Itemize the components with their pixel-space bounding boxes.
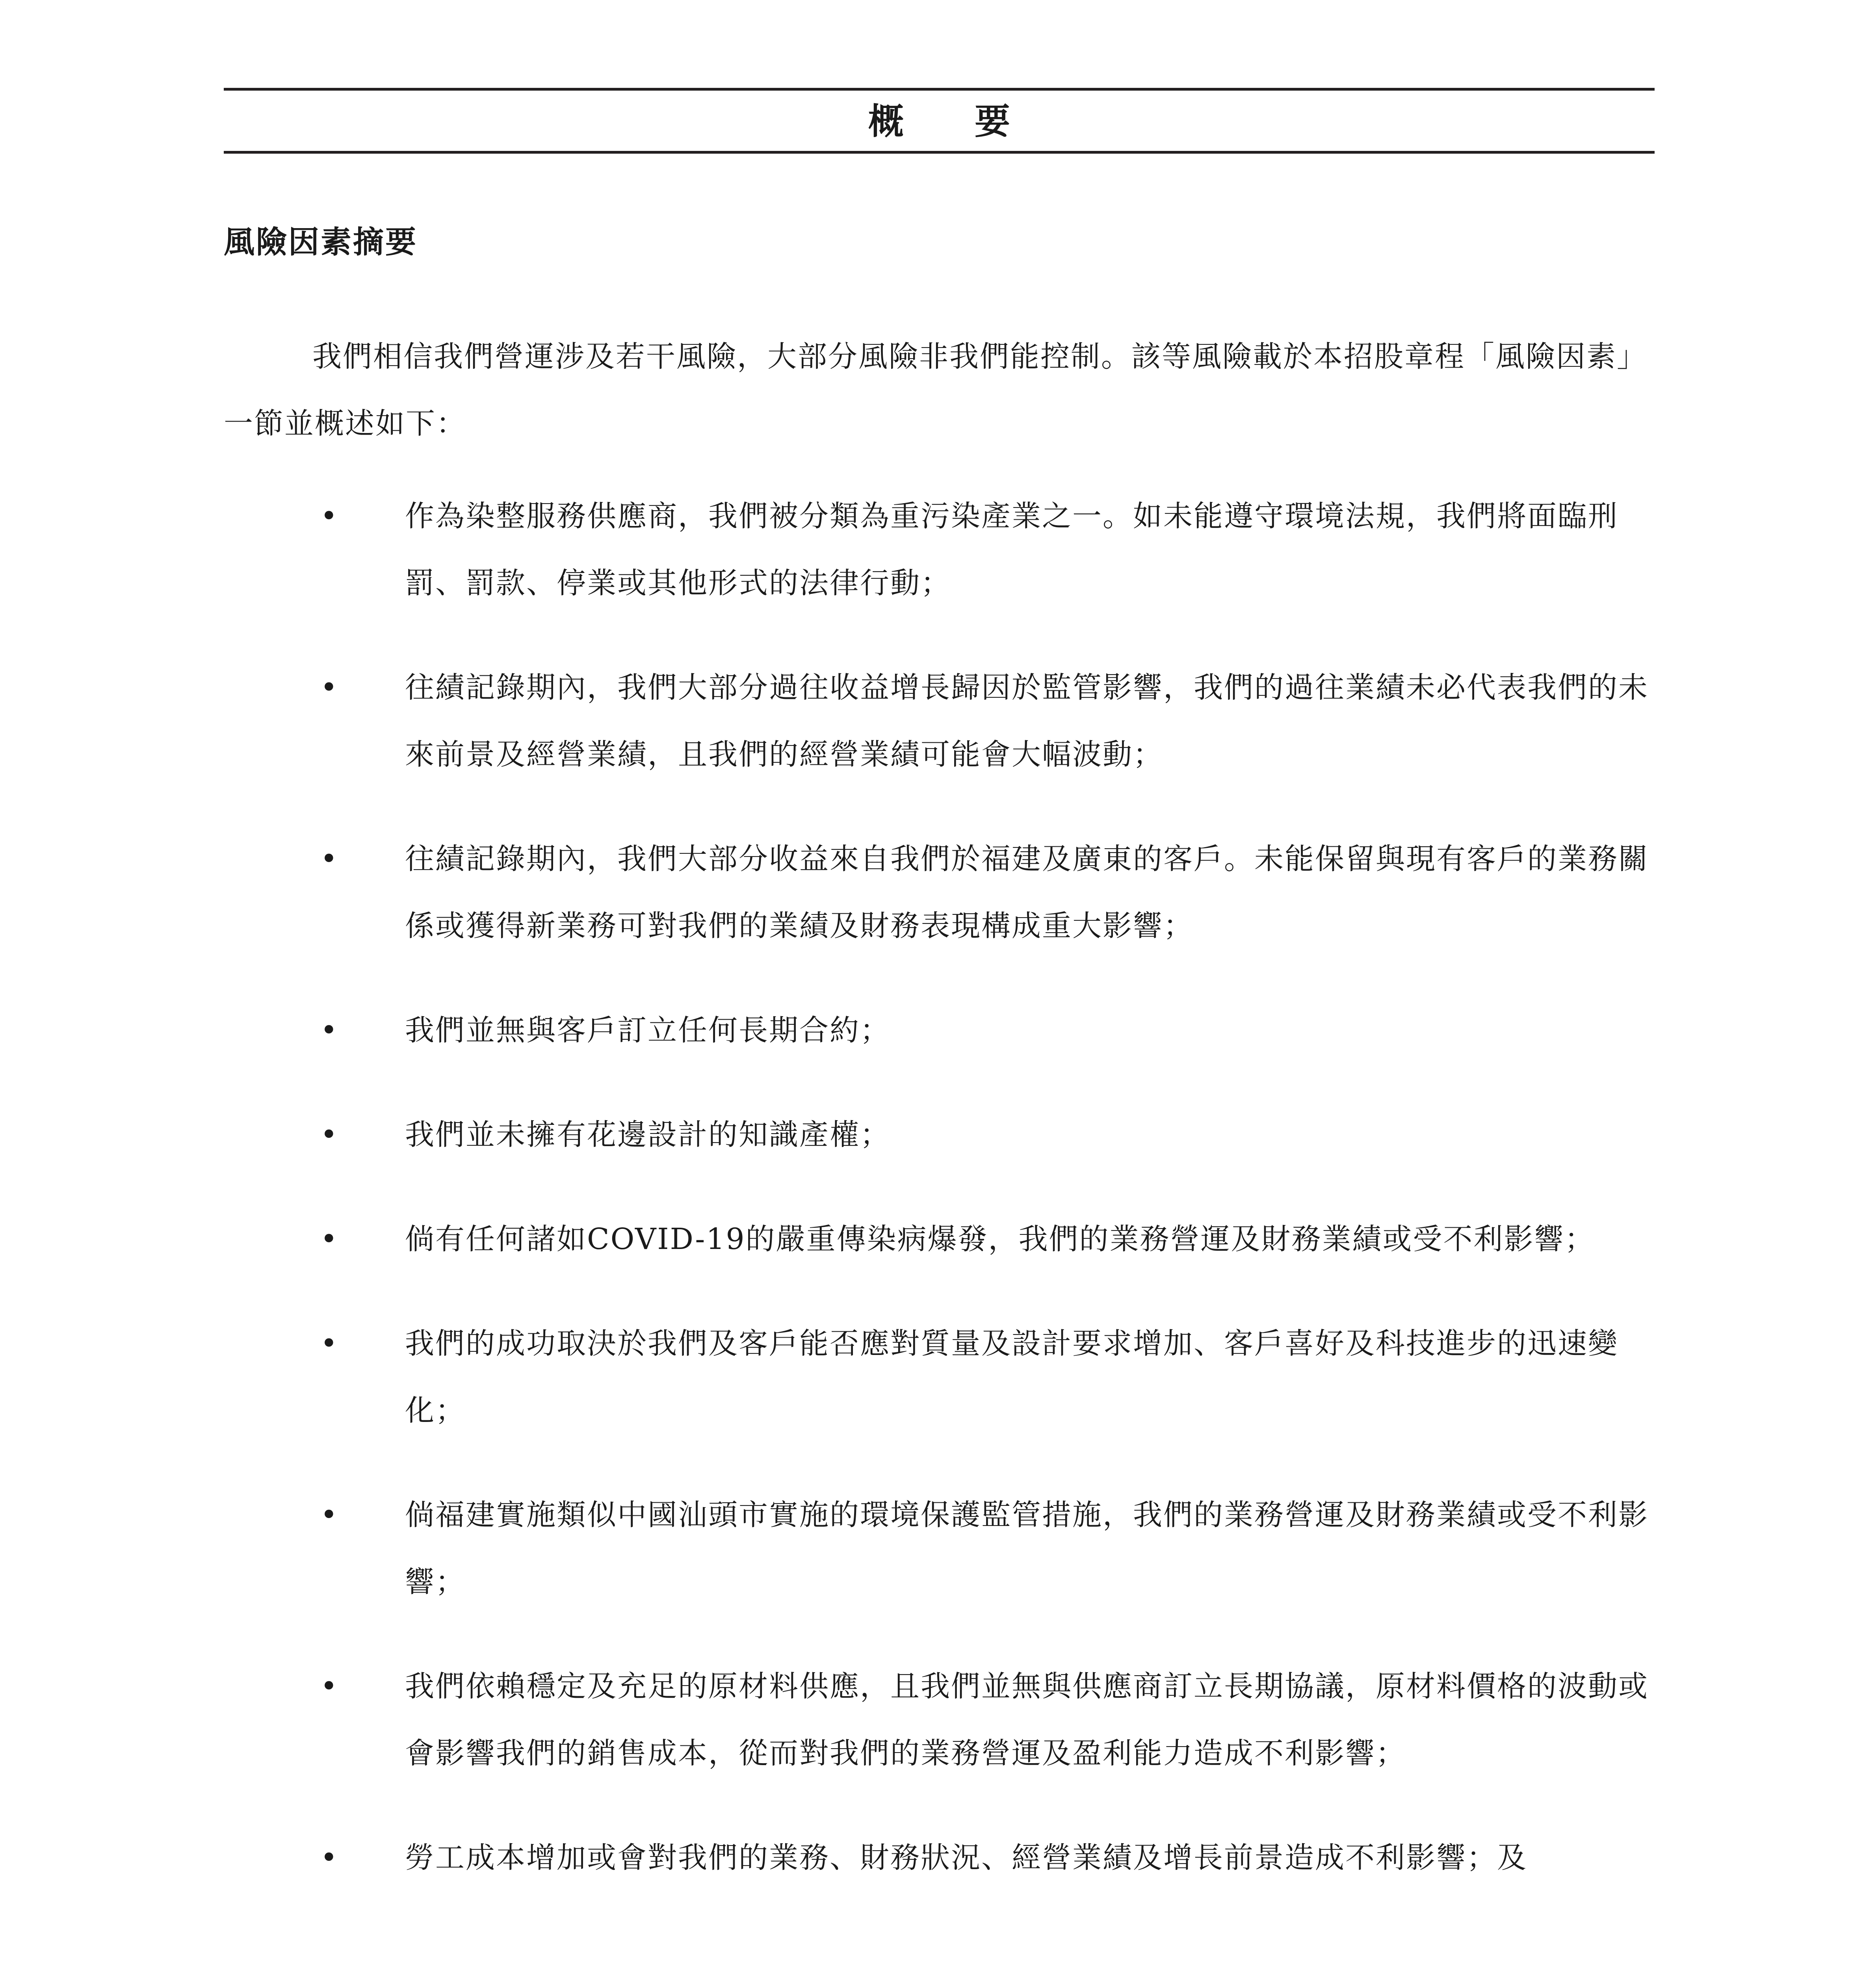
header-bottom-rule [224, 151, 1655, 154]
bullet-icon: • [320, 1327, 339, 1360]
risk-text: 我們依賴穩定及充足的原材料供應，且我們並無與供應商訂立長期協議，原材料價格的波動或會影響我們的銷售成本，從而對我們的業務營運及盈利能力造成不利影響； [405, 1669, 1649, 1770]
list-item [224, 825, 1655, 959]
bullet-icon: • [320, 671, 339, 704]
list-item [224, 1824, 1655, 1891]
bullet-icon: • [320, 499, 339, 533]
risk-list [224, 483, 1655, 1929]
list-item [224, 997, 1655, 1064]
bullet-icon: • [320, 1669, 339, 1703]
bullet-icon: • [320, 842, 339, 876]
risk-text: 往績記錄期內，我們大部分收益來自我們於福建及廣東的客戶。未能保留與現有客戶的業務關係或獲得新業務可對我們的業績及財務表現構成重大影響； [405, 842, 1649, 943]
header-top-rule [224, 88, 1655, 91]
bullet-icon: • [320, 1841, 339, 1875]
section-heading: 風險因素摘要 [224, 224, 418, 260]
list-item [224, 1206, 1655, 1273]
bullet-icon: • [320, 1498, 339, 1532]
list-item [224, 483, 1655, 617]
page-title: 概要 [868, 100, 1081, 142]
risk-text: 作為染整服務供應商，我們被分類為重污染產業之一。如未能遵守環境法規，我們將面臨刑罰、罰款、停業或其他形式的法律行動； [405, 499, 1618, 600]
risk-text: 倘有任何諸如COVID-19的嚴重傳染病爆發，我們的業務營運及財務業績或受不利影響； [405, 1222, 1595, 1256]
intro-paragraph: 我們相信我們營運涉及若干風險，大部分風險非我們能控制。該等風險載於本招股章程「風險因素」一節並概述如下： [224, 340, 1647, 440]
list-item [224, 1310, 1655, 1444]
risk-text: 我們並無與客戶訂立任何長期合約； [405, 1013, 890, 1047]
risk-text: 倘福建實施類似中國汕頭市實施的環境保護監管措施，我們的業務營運及財務業績或受不利影響； [405, 1498, 1649, 1599]
risk-text: 勞工成本增加或會對我們的業務、財務狀況、經營業績及增長前景造成不利影響；及 [405, 1841, 1527, 1875]
list-item [224, 1653, 1655, 1787]
bullet-icon: • [320, 1222, 339, 1256]
bullet-icon: • [320, 1118, 339, 1152]
bullet-icon: • [320, 1013, 339, 1047]
list-item [224, 1101, 1655, 1168]
list-item [224, 1481, 1655, 1615]
risk-text: 往績記錄期內，我們大部分過往收益增長歸因於監管影響，我們的過往業績未必代表我們的未來前景及經營業績，且我們的經營業績可能會大幅波動； [405, 671, 1649, 771]
risk-text: 我們的成功取決於我們及客戶能否應對質量及設計要求增加、客戶喜好及科技進步的迅速變化； [405, 1327, 1618, 1427]
risk-text: 我們並未擁有花邊設計的知識產權； [405, 1118, 890, 1152]
list-item [224, 654, 1655, 788]
